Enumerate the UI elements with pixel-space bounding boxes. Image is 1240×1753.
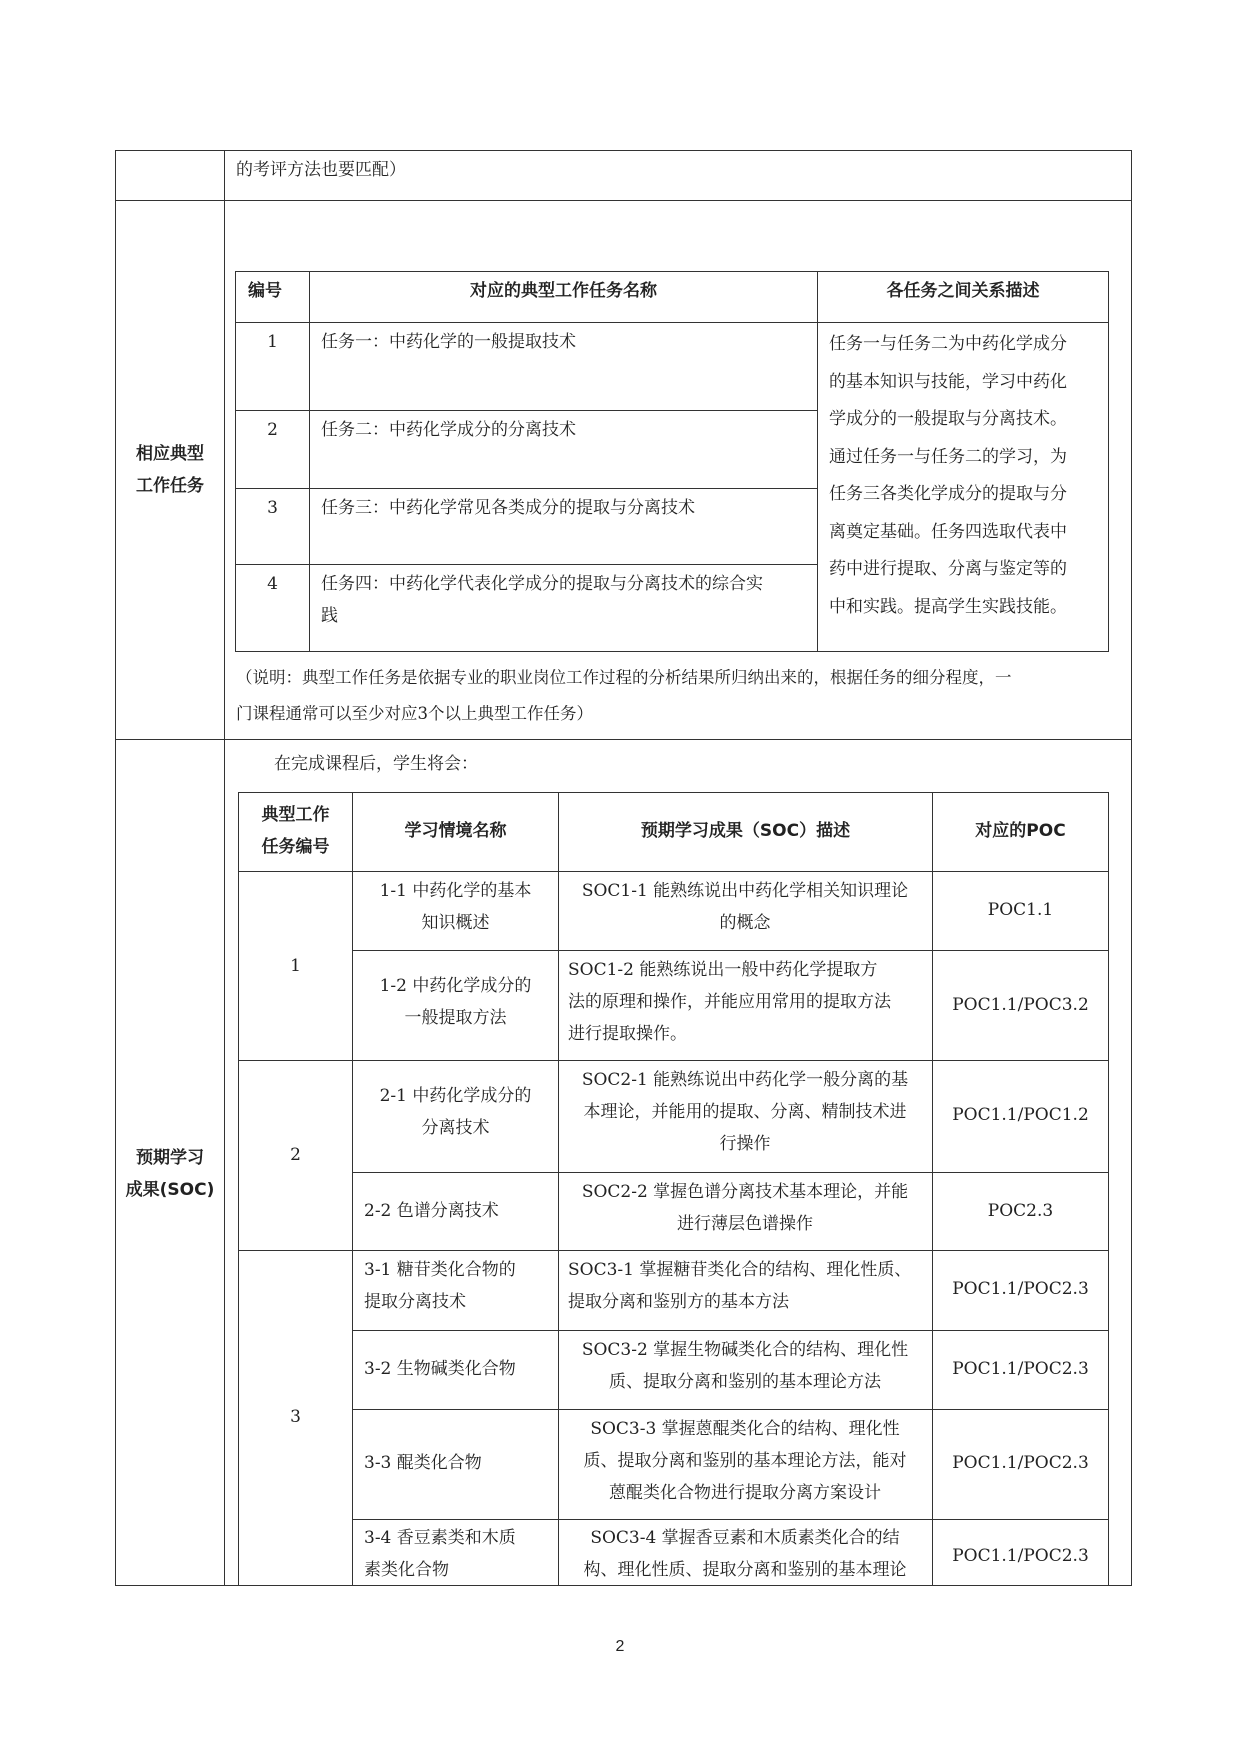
soc-line: 法的原理和操作，并能应用常用的提取方法	[568, 992, 891, 1012]
soc-group-2-task-no: 2	[290, 1145, 301, 1165]
soc-header-situation: 学习情境名称	[404, 821, 507, 841]
soc-group-divider-2	[238, 1250, 1109, 1251]
soc-line: 构、理化性质、提取分离和鉴别的基本理论	[583, 1560, 907, 1580]
soc-row-divider	[352, 1330, 1109, 1331]
soc-row-description	[568, 954, 928, 1050]
relation-line: 学成分的一般提取与分离技术。	[829, 409, 1067, 429]
soc-line: SOC1-1 能熟练说出中药化学相关知识理论	[581, 881, 909, 901]
situation-line: 3-3 醌类化合物	[364, 1453, 482, 1473]
soc-intro: 在完成课程后，学生将会：	[274, 754, 478, 774]
soc-row-situation	[364, 1447, 558, 1479]
soc-row-description	[562, 1522, 928, 1586]
situation-line: 1-1 中药化学的基本	[379, 881, 532, 901]
situation-line: 素类化合物	[364, 1560, 449, 1580]
task-table-bottom	[235, 651, 1109, 652]
soc-row-divider	[352, 1519, 1109, 1520]
situation-line: 一般提取方法	[404, 1008, 507, 1028]
soc-line: 本理论，并能用的提取、分离、精制技术进	[583, 1102, 907, 1122]
soc-row-situation	[364, 1254, 558, 1318]
soc-row-situation	[353, 970, 558, 1034]
soc-header-soc: 预期学习成果（SOC）描述	[640, 821, 851, 841]
top-row-text: 的考评方法也要匹配）	[236, 160, 406, 180]
soc-row-poc: POC1.1/POC2.3	[952, 1453, 1089, 1473]
soc-group-3-task-no: 3	[290, 1407, 301, 1427]
row-divider-1	[115, 200, 1132, 201]
soc-line: SOC2-2 掌握色谱分离技术基本理论，并能	[581, 1182, 909, 1202]
task-row-4-name	[321, 568, 813, 632]
soc-line: 进行薄层色谱操作	[677, 1214, 813, 1234]
soc-line: 质、提取分离和鉴别的基本理论方法	[609, 1372, 881, 1392]
outer-top-border	[115, 150, 1132, 151]
soc-row-description	[562, 1334, 928, 1398]
soc-header-task-no-line1: 典型工作	[261, 805, 330, 825]
soc-header-poc: 对应的POC	[975, 821, 1066, 841]
task-row-2-no: 2	[267, 420, 278, 440]
task-table-top	[235, 271, 1109, 272]
relation-line: 离奠定基础。任务四选取代表中	[829, 521, 1067, 542]
task-note	[236, 660, 1126, 732]
soc-row-poc: POC2.3	[987, 1201, 1054, 1221]
task-header-no: 编号	[248, 281, 282, 301]
task-table-header-bottom	[235, 322, 1109, 323]
soc-row-divider	[352, 1172, 1109, 1173]
soc-row-situation	[364, 1353, 558, 1385]
soc-row-poc: POC1.1/POC2.3	[952, 1279, 1089, 1299]
relation-line: 任务三各类化学成分的提取与分	[829, 484, 1067, 504]
soc-line: SOC3-2 掌握生物碱类化合的结构、理化性	[581, 1340, 909, 1360]
soc-row-description	[562, 1413, 928, 1509]
task-row-3-name: 任务三：中药化学常见各类成分的提取与分离技术	[321, 498, 695, 518]
section-tasks-label-line1: 相应典型	[136, 444, 204, 464]
task-row-2-name: 任务二：中药化学成分的分离技术	[321, 420, 576, 440]
situation-line: 3-1 糖苷类化合物的	[364, 1260, 516, 1280]
situation-line: 3-4 香豆素类和木质	[364, 1528, 516, 1548]
task-note-line1: （说明：典型工作任务是依据专业的职业岗位工作过程的分析结果所归纳出来的，根据任务的细分程度，一	[236, 668, 1012, 687]
soc-line: 蒽醌类化合物进行提取分离方案设计	[609, 1483, 881, 1503]
soc-header-task-no-line2: 任务编号	[261, 837, 330, 857]
soc-row-poc: POC1.1/POC3.2	[952, 995, 1089, 1015]
row-divider-2	[115, 739, 1132, 740]
section-tasks-label-line2: 工作任务	[136, 476, 204, 496]
situation-line: 2-2 色谱分离技术	[364, 1201, 499, 1221]
soc-row-situation	[353, 875, 558, 939]
soc-header-task-no	[239, 793, 352, 863]
soc-line: SOC3-3 掌握蒽醌类化合的结构、理化性	[590, 1419, 900, 1439]
relation-line: 的基本知识与技能，学习中药化	[829, 371, 1067, 392]
soc-row-description	[562, 1064, 928, 1160]
task-row-divider-1	[235, 410, 818, 411]
soc-table-left	[238, 792, 239, 1586]
soc-row-situation	[364, 1195, 558, 1227]
soc-table-col2	[558, 792, 559, 1586]
task-row-1-name: 任务一：中药化学的一般提取技术	[321, 332, 576, 352]
soc-row-description	[568, 1254, 928, 1318]
task-header-name: 对应的典型工作任务名称	[470, 281, 657, 301]
relation-line: 通过任务一与任务二的学习，为	[829, 446, 1067, 467]
situation-line: 3-2 生物碱类化合物	[364, 1359, 516, 1379]
section-tasks-label	[116, 438, 224, 502]
soc-group-divider-1	[238, 1060, 1109, 1061]
page-number: 2	[615, 1638, 625, 1655]
soc-row-situation	[353, 1080, 558, 1144]
soc-group-1-task-no: 1	[290, 956, 301, 976]
situation-line: 分离技术	[421, 1118, 490, 1138]
soc-row-poc: POC1.1	[987, 900, 1054, 920]
soc-line: 进行提取操作。	[568, 1024, 687, 1044]
task-note-line2: 门课程通常可以至少对应3个以上典型工作任务）	[236, 704, 593, 723]
section-soc-label-line2: 成果(SOC)	[125, 1180, 215, 1200]
soc-row-description	[562, 1176, 928, 1240]
section-soc-label-line1: 预期学习	[136, 1148, 204, 1168]
task-row-divider-3	[235, 564, 818, 565]
relation-line: 药中进行提取、分离与鉴定等的	[829, 559, 1067, 579]
situation-line: 2-1 中药化学成分的	[379, 1086, 532, 1106]
task-row-4-name-line1: 任务四：中药化学代表化学成分的提取与分离技术的综合实	[321, 574, 763, 594]
task-row-4-no: 4	[267, 574, 278, 594]
task-relation-description	[829, 326, 1105, 626]
soc-row-divider	[352, 1409, 1109, 1410]
task-row-3-no: 3	[267, 498, 278, 518]
soc-line: 质、提取分离和鉴别的基本理论方法，能对	[583, 1451, 907, 1471]
soc-row-poc: POC1.1/POC1.2	[952, 1105, 1089, 1125]
task-header-relation: 各任务之间关系描述	[886, 281, 1040, 301]
soc-line: SOC3-1 掌握糖苷类化合的结构、理化性质、	[568, 1260, 912, 1280]
outer-right-border	[1131, 150, 1132, 1586]
relation-line: 中和实践。提高学生实践技能。	[829, 596, 1067, 617]
soc-row-poc: POC1.1/POC2.3	[952, 1546, 1089, 1566]
soc-line: 的概念	[719, 913, 771, 933]
soc-row-poc: POC1.1/POC2.3	[952, 1359, 1089, 1379]
soc-row-divider	[352, 950, 1109, 951]
task-table-col2	[817, 271, 818, 652]
soc-row-situation	[364, 1522, 558, 1586]
soc-line: SOC3-4 掌握香豆素和木质素类化合的结	[590, 1528, 900, 1548]
task-row-4-name-line2: 践	[321, 606, 338, 626]
soc-line: 提取分离和鉴别方的基本方法	[568, 1292, 789, 1312]
section-soc-label	[116, 1142, 224, 1206]
task-row-divider-2	[235, 488, 818, 489]
soc-table-right	[1108, 792, 1109, 1586]
task-table-right	[1108, 271, 1109, 652]
task-row-1-no: 1	[267, 332, 278, 352]
soc-line: SOC1-2 能熟练说出一般中药化学提取方	[568, 960, 878, 980]
task-table-col1	[309, 271, 310, 652]
soc-line: 行操作	[719, 1134, 771, 1154]
soc-table-top	[238, 792, 1109, 793]
situation-line: 知识概述	[421, 913, 490, 933]
relation-line: 任务一与任务二为中药化学成分	[829, 334, 1067, 354]
situation-line: 提取分离技术	[364, 1292, 466, 1312]
soc-row-description	[562, 875, 928, 939]
soc-header-bottom	[238, 871, 1109, 872]
label-column-divider	[224, 150, 225, 1586]
outer-left-border	[115, 150, 116, 1586]
soc-line: SOC2-1 能熟练说出中药化学一般分离的基	[581, 1070, 909, 1090]
situation-line: 1-2 中药化学成分的	[379, 976, 532, 996]
